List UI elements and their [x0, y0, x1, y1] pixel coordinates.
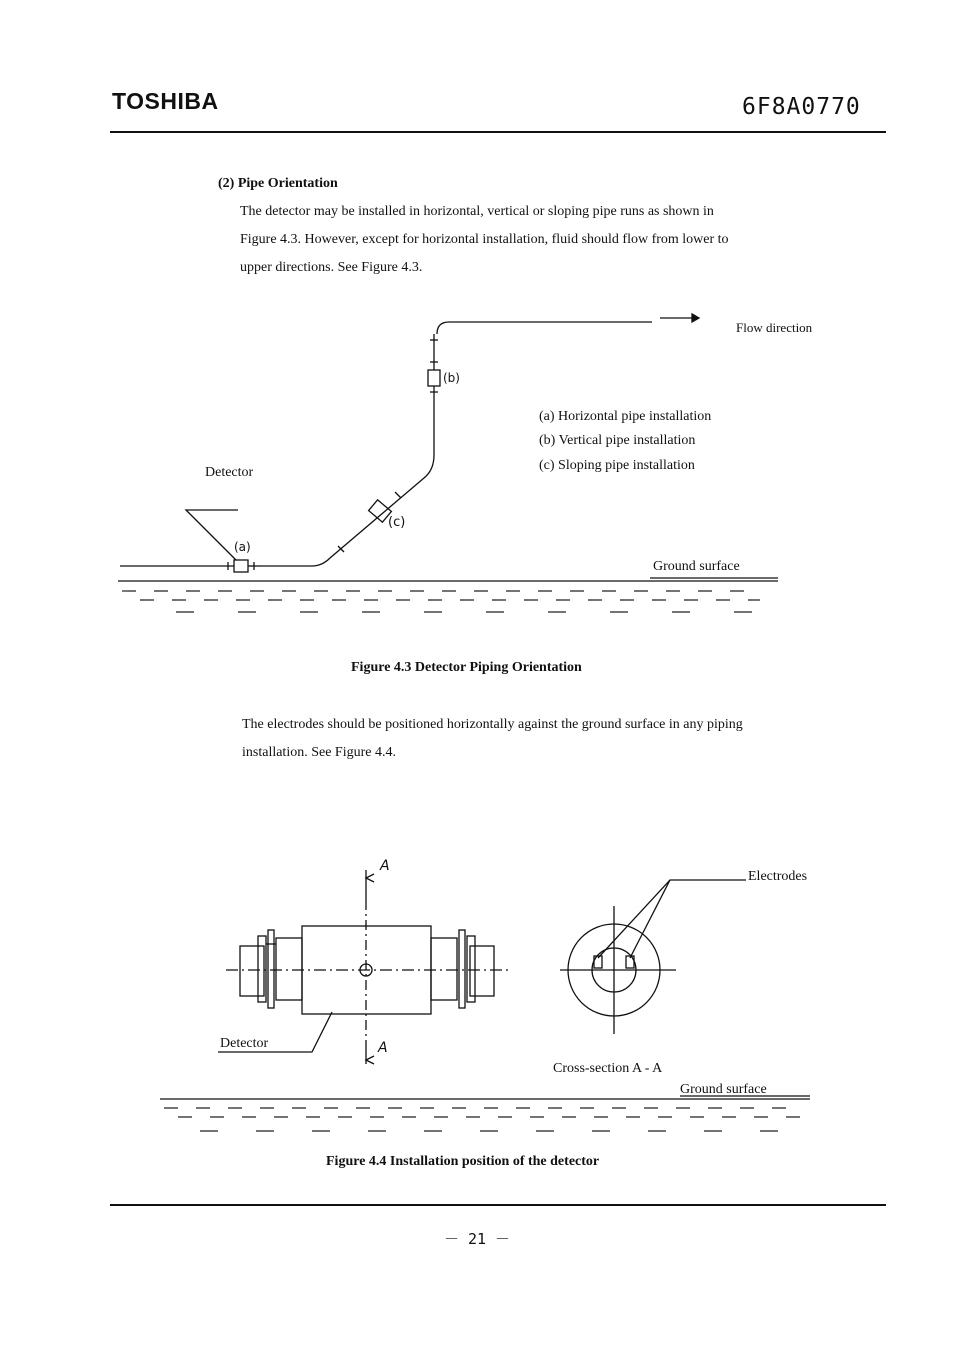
- cross-section-label: Cross-section A - A: [553, 1061, 663, 1076]
- section-heading: (2) Pipe Orientation: [218, 176, 338, 191]
- electrodes-label: Electrodes: [748, 869, 808, 884]
- figure-4-4-caption: Figure 4.4 Installation position of the detector: [326, 1154, 600, 1169]
- section-mark-top: A: [380, 858, 390, 874]
- paragraph-line: The detector may be installed in horizontal, vertical or sloping pipe runs as shown in: [240, 204, 714, 219]
- document-number: 6F8A0770: [742, 94, 861, 120]
- legend-c: (c) Sloping pipe installation: [539, 458, 695, 473]
- toshiba-logo: TOSHIBA: [112, 88, 219, 114]
- paragraph-line: Figure 4.3. However, except for horizontal installation, fluid should flow from lower to: [240, 232, 729, 247]
- flow-direction-label: Flow direction: [736, 320, 813, 335]
- ground-surface-label-fig44: Ground surface: [680, 1082, 767, 1097]
- detector-label: Detector: [205, 465, 254, 480]
- paragraph-line: upper directions. See Figure 4.3.: [240, 260, 423, 275]
- label-b: (b): [443, 371, 460, 385]
- label-a: (a): [234, 540, 251, 554]
- label-c: (c): [388, 515, 406, 530]
- section-mark-bottom: A: [378, 1040, 388, 1056]
- page-number: － 21 －: [443, 1230, 511, 1248]
- legend-a: (a) Horizontal pipe installation: [539, 409, 712, 424]
- detector-label-fig44: Detector: [220, 1036, 269, 1051]
- paragraph-line: installation. See Figure 4.4.: [242, 745, 396, 760]
- legend-b: (b) Vertical pipe installation: [539, 433, 696, 448]
- footer-rule: [110, 1204, 886, 1206]
- paragraph-line: The electrodes should be positioned horizontally against the ground surface in any piping: [242, 717, 743, 732]
- ground-surface-label: Ground surface: [653, 559, 740, 574]
- figure-4-3-caption: Figure 4.3 Detector Piping Orientation: [351, 660, 582, 675]
